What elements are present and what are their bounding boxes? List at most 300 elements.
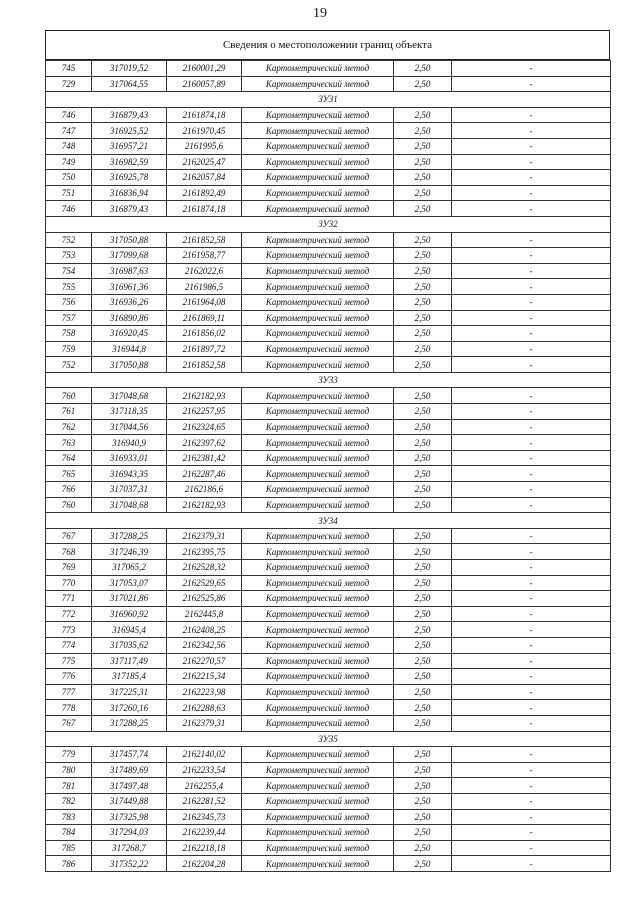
coordinates-table-body	[46, 61, 611, 872]
accuracy-cell: 2,50	[394, 61, 452, 77]
table-row	[46, 388, 611, 404]
method-cell: Картометрический метод	[242, 294, 394, 310]
y-coordinate-cell: 2162345,73	[167, 809, 242, 825]
group-label: ЗУ33	[46, 372, 611, 388]
table-row	[46, 154, 611, 170]
y-coordinate-cell: 2162529,65	[167, 575, 242, 591]
y-coordinate-cell: 2161995,6	[167, 138, 242, 154]
table-row	[46, 793, 611, 809]
y-coordinate-cell: 2161986,5	[167, 279, 242, 295]
point-number-cell: 750	[46, 170, 92, 186]
y-coordinate-cell: 2162445,8	[167, 606, 242, 622]
y-coordinate-cell: 2162239,44	[167, 825, 242, 841]
x-coordinate-cell: 317064,55	[92, 76, 167, 92]
table-row	[46, 123, 611, 139]
accuracy-cell: 2,50	[394, 435, 452, 451]
point-number-cell: 762	[46, 419, 92, 435]
group-header-row	[46, 92, 611, 108]
point-number-cell: 784	[46, 825, 92, 841]
method-cell: Картометрический метод	[242, 747, 394, 763]
method-cell: Картометрический метод	[242, 778, 394, 794]
y-coordinate-cell: 2162395,75	[167, 544, 242, 560]
x-coordinate-cell: 316925,78	[92, 170, 167, 186]
x-coordinate-cell: 317457,74	[92, 747, 167, 763]
accuracy-cell: 2,50	[394, 622, 452, 638]
note-cell: -	[452, 201, 611, 217]
method-cell: Картометрический метод	[242, 107, 394, 123]
method-cell: Картометрический метод	[242, 700, 394, 716]
y-coordinate-cell: 2161897,72	[167, 341, 242, 357]
method-cell: Картометрический метод	[242, 154, 394, 170]
point-number-cell: 746	[46, 201, 92, 217]
method-cell: Картометрический метод	[242, 326, 394, 342]
point-number-cell: 758	[46, 326, 92, 342]
y-coordinate-cell: 2162270,57	[167, 653, 242, 669]
x-coordinate-cell: 316961,36	[92, 279, 167, 295]
accuracy-cell: 2,50	[394, 575, 452, 591]
accuracy-cell: 2,50	[394, 341, 452, 357]
x-coordinate-cell: 317044,56	[92, 419, 167, 435]
table-row	[46, 76, 611, 92]
x-coordinate-cell: 316933,01	[92, 450, 167, 466]
point-number-cell: 772	[46, 606, 92, 622]
point-number-cell: 760	[46, 497, 92, 513]
method-cell: Картометрический метод	[242, 575, 394, 591]
note-cell: -	[452, 793, 611, 809]
accuracy-cell: 2,50	[394, 263, 452, 279]
point-number-cell: 786	[46, 856, 92, 872]
y-coordinate-cell: 2162204,28	[167, 856, 242, 872]
accuracy-cell: 2,50	[394, 294, 452, 310]
note-cell: -	[452, 466, 611, 482]
y-coordinate-cell: 2161874,18	[167, 107, 242, 123]
accuracy-cell: 2,50	[394, 528, 452, 544]
method-cell: Картометрический метод	[242, 185, 394, 201]
x-coordinate-cell: 317246,39	[92, 544, 167, 560]
note-cell: -	[452, 185, 611, 201]
table-row	[46, 138, 611, 154]
accuracy-cell: 2,50	[394, 419, 452, 435]
method-cell: Картометрический метод	[242, 201, 394, 217]
y-coordinate-cell: 2162324,65	[167, 419, 242, 435]
accuracy-cell: 2,50	[394, 482, 452, 498]
method-cell: Картометрический метод	[242, 279, 394, 295]
note-cell: -	[452, 482, 611, 498]
y-coordinate-cell: 2162057,84	[167, 170, 242, 186]
point-number-cell: 748	[46, 138, 92, 154]
table-row	[46, 107, 611, 123]
accuracy-cell: 2,50	[394, 747, 452, 763]
x-coordinate-cell: 317118,35	[92, 404, 167, 420]
y-coordinate-cell: 2162342,56	[167, 637, 242, 653]
table-row	[46, 715, 611, 731]
point-number-cell: 766	[46, 482, 92, 498]
accuracy-cell: 2,50	[394, 825, 452, 841]
accuracy-cell: 2,50	[394, 76, 452, 92]
point-number-cell: 782	[46, 793, 92, 809]
y-coordinate-cell: 2162255,4	[167, 778, 242, 794]
x-coordinate-cell: 317065,2	[92, 560, 167, 576]
group-header-row	[46, 513, 611, 529]
x-coordinate-cell: 317185,4	[92, 669, 167, 685]
point-number-cell: 745	[46, 61, 92, 77]
x-coordinate-cell: 317449,88	[92, 793, 167, 809]
table-row	[46, 637, 611, 653]
method-cell: Картометрический метод	[242, 263, 394, 279]
y-coordinate-cell: 2162381,42	[167, 450, 242, 466]
table-row	[46, 61, 611, 77]
table-row	[46, 528, 611, 544]
point-number-cell: 776	[46, 669, 92, 685]
point-number-cell: 768	[46, 544, 92, 560]
accuracy-cell: 2,50	[394, 232, 452, 248]
y-coordinate-cell: 2162182,93	[167, 497, 242, 513]
x-coordinate-cell: 317352,22	[92, 856, 167, 872]
table-row	[46, 653, 611, 669]
accuracy-cell: 2,50	[394, 653, 452, 669]
point-number-cell: 756	[46, 294, 92, 310]
x-coordinate-cell: 317099,68	[92, 248, 167, 264]
y-coordinate-cell: 2162140,02	[167, 747, 242, 763]
note-cell: -	[452, 123, 611, 139]
method-cell: Картометрический метод	[242, 138, 394, 154]
table-row	[46, 825, 611, 841]
y-coordinate-cell: 2162528,32	[167, 560, 242, 576]
y-coordinate-cell: 2161852,58	[167, 232, 242, 248]
accuracy-cell: 2,50	[394, 388, 452, 404]
point-number-cell: 751	[46, 185, 92, 201]
note-cell: -	[452, 591, 611, 607]
note-cell: -	[452, 450, 611, 466]
method-cell: Картометрический метод	[242, 606, 394, 622]
table-row	[46, 809, 611, 825]
method-cell: Картометрический метод	[242, 310, 394, 326]
x-coordinate-cell: 317325,98	[92, 809, 167, 825]
x-coordinate-cell: 316944,8	[92, 341, 167, 357]
note-cell: -	[452, 138, 611, 154]
method-cell: Картометрический метод	[242, 825, 394, 841]
x-coordinate-cell: 316940,9	[92, 435, 167, 451]
group-header-row	[46, 216, 611, 232]
method-cell: Картометрический метод	[242, 450, 394, 466]
table-row	[46, 544, 611, 560]
note-cell: -	[452, 388, 611, 404]
point-number-cell: 763	[46, 435, 92, 451]
method-cell: Картометрический метод	[242, 669, 394, 685]
table-row	[46, 310, 611, 326]
y-coordinate-cell: 2162379,31	[167, 528, 242, 544]
method-cell: Картометрический метод	[242, 388, 394, 404]
table-row	[46, 466, 611, 482]
y-coordinate-cell: 2161970,45	[167, 123, 242, 139]
table-row	[46, 778, 611, 794]
note-cell: -	[452, 154, 611, 170]
method-cell: Картометрический метод	[242, 482, 394, 498]
table-row	[46, 185, 611, 201]
method-cell: Картометрический метод	[242, 856, 394, 872]
y-coordinate-cell: 2162233,54	[167, 762, 242, 778]
method-cell: Картометрический метод	[242, 544, 394, 560]
method-cell: Картометрический метод	[242, 684, 394, 700]
x-coordinate-cell: 317117,49	[92, 653, 167, 669]
note-cell: -	[452, 263, 611, 279]
method-cell: Картометрический метод	[242, 793, 394, 809]
y-coordinate-cell: 2162288,63	[167, 700, 242, 716]
table-row	[46, 341, 611, 357]
note-cell: -	[452, 294, 611, 310]
y-coordinate-cell: 2162397,62	[167, 435, 242, 451]
accuracy-cell: 2,50	[394, 450, 452, 466]
method-cell: Картометрический метод	[242, 170, 394, 186]
note-cell: -	[452, 669, 611, 685]
coordinates-table	[45, 60, 611, 872]
page-number: 19	[313, 6, 327, 21]
table-row	[46, 419, 611, 435]
note-cell: -	[452, 825, 611, 841]
y-coordinate-cell: 2162257,95	[167, 404, 242, 420]
note-cell: -	[452, 528, 611, 544]
point-number-cell: 785	[46, 840, 92, 856]
note-cell: -	[452, 404, 611, 420]
accuracy-cell: 2,50	[394, 840, 452, 856]
note-cell: -	[452, 762, 611, 778]
note-cell: -	[452, 170, 611, 186]
x-coordinate-cell: 317048,68	[92, 497, 167, 513]
x-coordinate-cell: 316943,35	[92, 466, 167, 482]
point-number-cell: 774	[46, 637, 92, 653]
accuracy-cell: 2,50	[394, 669, 452, 685]
accuracy-cell: 2,50	[394, 809, 452, 825]
x-coordinate-cell: 317037,31	[92, 482, 167, 498]
note-cell: -	[452, 778, 611, 794]
x-coordinate-cell: 317048,68	[92, 388, 167, 404]
x-coordinate-cell: 317294,03	[92, 825, 167, 841]
x-coordinate-cell: 316945,4	[92, 622, 167, 638]
note-cell: -	[452, 497, 611, 513]
point-number-cell: 753	[46, 248, 92, 264]
y-coordinate-cell: 2161964,08	[167, 294, 242, 310]
table-row	[46, 669, 611, 685]
note-cell: -	[452, 606, 611, 622]
x-coordinate-cell: 317019,52	[92, 61, 167, 77]
note-cell: -	[452, 809, 611, 825]
method-cell: Картометрический метод	[242, 248, 394, 264]
x-coordinate-cell: 317053,07	[92, 575, 167, 591]
x-coordinate-cell: 316936,26	[92, 294, 167, 310]
table-row	[46, 326, 611, 342]
accuracy-cell: 2,50	[394, 279, 452, 295]
method-cell: Картометрический метод	[242, 61, 394, 77]
note-cell: -	[452, 310, 611, 326]
point-number-cell: 752	[46, 357, 92, 373]
table-row	[46, 279, 611, 295]
accuracy-cell: 2,50	[394, 778, 452, 794]
table-row	[46, 263, 611, 279]
method-cell: Картометрический метод	[242, 762, 394, 778]
table-row	[46, 762, 611, 778]
table-row	[46, 700, 611, 716]
group-label: ЗУ32	[46, 216, 611, 232]
y-coordinate-cell: 2162215,34	[167, 669, 242, 685]
note-cell: -	[452, 684, 611, 700]
accuracy-cell: 2,50	[394, 497, 452, 513]
accuracy-cell: 2,50	[394, 684, 452, 700]
y-coordinate-cell: 2160001,29	[167, 61, 242, 77]
accuracy-cell: 2,50	[394, 544, 452, 560]
method-cell: Картометрический метод	[242, 123, 394, 139]
point-number-cell: 780	[46, 762, 92, 778]
table-row	[46, 840, 611, 856]
method-cell: Картометрический метод	[242, 809, 394, 825]
method-cell: Картометрический метод	[242, 591, 394, 607]
point-number-cell: 783	[46, 809, 92, 825]
x-coordinate-cell: 317050,88	[92, 357, 167, 373]
point-number-cell: 764	[46, 450, 92, 466]
method-cell: Картометрический метод	[242, 341, 394, 357]
note-cell: -	[452, 357, 611, 373]
table-row	[46, 404, 611, 420]
y-coordinate-cell: 2161892,49	[167, 185, 242, 201]
method-cell: Картометрический метод	[242, 76, 394, 92]
table-row	[46, 201, 611, 217]
x-coordinate-cell: 316960,92	[92, 606, 167, 622]
point-number-cell: 757	[46, 310, 92, 326]
y-coordinate-cell: 2162287,46	[167, 466, 242, 482]
method-cell: Картометрический метод	[242, 560, 394, 576]
group-label: ЗУ35	[46, 731, 611, 747]
note-cell: -	[452, 544, 611, 560]
group-header-row	[46, 731, 611, 747]
table-row	[46, 560, 611, 576]
method-cell: Картометрический метод	[242, 653, 394, 669]
note-cell: -	[452, 232, 611, 248]
note-cell: -	[452, 341, 611, 357]
x-coordinate-cell: 317225,31	[92, 684, 167, 700]
x-coordinate-cell: 316890,86	[92, 310, 167, 326]
method-cell: Картометрический метод	[242, 840, 394, 856]
y-coordinate-cell: 2162408,25	[167, 622, 242, 638]
accuracy-cell: 2,50	[394, 637, 452, 653]
x-coordinate-cell: 317288,25	[92, 715, 167, 731]
table-row	[46, 684, 611, 700]
y-coordinate-cell: 2161852,58	[167, 357, 242, 373]
table-row	[46, 591, 611, 607]
point-number-cell: 778	[46, 700, 92, 716]
x-coordinate-cell: 316982,59	[92, 154, 167, 170]
method-cell: Картометрический метод	[242, 419, 394, 435]
note-cell: -	[452, 747, 611, 763]
point-number-cell: 749	[46, 154, 92, 170]
x-coordinate-cell: 317268,7	[92, 840, 167, 856]
accuracy-cell: 2,50	[394, 466, 452, 482]
accuracy-cell: 2,50	[394, 185, 452, 201]
point-number-cell: 767	[46, 715, 92, 731]
x-coordinate-cell: 316957,21	[92, 138, 167, 154]
x-coordinate-cell: 317050,88	[92, 232, 167, 248]
table-row	[46, 497, 611, 513]
y-coordinate-cell: 2162525,86	[167, 591, 242, 607]
group-label: ЗУ34	[46, 513, 611, 529]
point-number-cell: 770	[46, 575, 92, 591]
method-cell: Картометрический метод	[242, 466, 394, 482]
accuracy-cell: 2,50	[394, 700, 452, 716]
method-cell: Картометрический метод	[242, 528, 394, 544]
accuracy-cell: 2,50	[394, 793, 452, 809]
table-row	[46, 248, 611, 264]
table-row	[46, 435, 611, 451]
x-coordinate-cell: 317489,69	[92, 762, 167, 778]
accuracy-cell: 2,50	[394, 404, 452, 420]
point-number-cell: 773	[46, 622, 92, 638]
y-coordinate-cell: 2161874,18	[167, 201, 242, 217]
method-cell: Картометрический метод	[242, 435, 394, 451]
x-coordinate-cell: 317497,48	[92, 778, 167, 794]
method-cell: Картометрический метод	[242, 622, 394, 638]
x-coordinate-cell: 316987,63	[92, 263, 167, 279]
accuracy-cell: 2,50	[394, 560, 452, 576]
note-cell: -	[452, 575, 611, 591]
note-cell: -	[452, 279, 611, 295]
point-number-cell: 781	[46, 778, 92, 794]
point-number-cell: 777	[46, 684, 92, 700]
x-coordinate-cell: 316925,52	[92, 123, 167, 139]
accuracy-cell: 2,50	[394, 715, 452, 731]
point-number-cell: 729	[46, 76, 92, 92]
y-coordinate-cell: 2161958,77	[167, 248, 242, 264]
table-row	[46, 482, 611, 498]
y-coordinate-cell: 2162022,6	[167, 263, 242, 279]
point-number-cell: 760	[46, 388, 92, 404]
accuracy-cell: 2,50	[394, 591, 452, 607]
accuracy-cell: 2,50	[394, 170, 452, 186]
accuracy-cell: 2,50	[394, 606, 452, 622]
y-coordinate-cell: 2161869,11	[167, 310, 242, 326]
y-coordinate-cell: 2162025,47	[167, 154, 242, 170]
method-cell: Картометрический метод	[242, 404, 394, 420]
point-number-cell: 752	[46, 232, 92, 248]
accuracy-cell: 2,50	[394, 123, 452, 139]
x-coordinate-cell: 317260,16	[92, 700, 167, 716]
note-cell: -	[452, 622, 611, 638]
table-row	[46, 170, 611, 186]
note-cell: -	[452, 76, 611, 92]
table-row	[46, 606, 611, 622]
point-number-cell: 765	[46, 466, 92, 482]
x-coordinate-cell: 317035,62	[92, 637, 167, 653]
note-cell: -	[452, 107, 611, 123]
table-row	[46, 575, 611, 591]
y-coordinate-cell: 2162182,93	[167, 388, 242, 404]
point-number-cell: 754	[46, 263, 92, 279]
note-cell: -	[452, 61, 611, 77]
y-coordinate-cell: 2162281,52	[167, 793, 242, 809]
x-coordinate-cell: 316879,43	[92, 107, 167, 123]
y-coordinate-cell: 2161856,02	[167, 326, 242, 342]
y-coordinate-cell: 2162218,18	[167, 840, 242, 856]
x-coordinate-cell: 316920,45	[92, 326, 167, 342]
y-coordinate-cell: 2162379,31	[167, 715, 242, 731]
note-cell: -	[452, 840, 611, 856]
accuracy-cell: 2,50	[394, 248, 452, 264]
y-coordinate-cell: 2162186,6	[167, 482, 242, 498]
x-coordinate-cell: 317021,86	[92, 591, 167, 607]
method-cell: Картометрический метод	[242, 715, 394, 731]
point-number-cell: 755	[46, 279, 92, 295]
note-cell: -	[452, 700, 611, 716]
point-number-cell: 761	[46, 404, 92, 420]
accuracy-cell: 2,50	[394, 326, 452, 342]
table-row	[46, 747, 611, 763]
